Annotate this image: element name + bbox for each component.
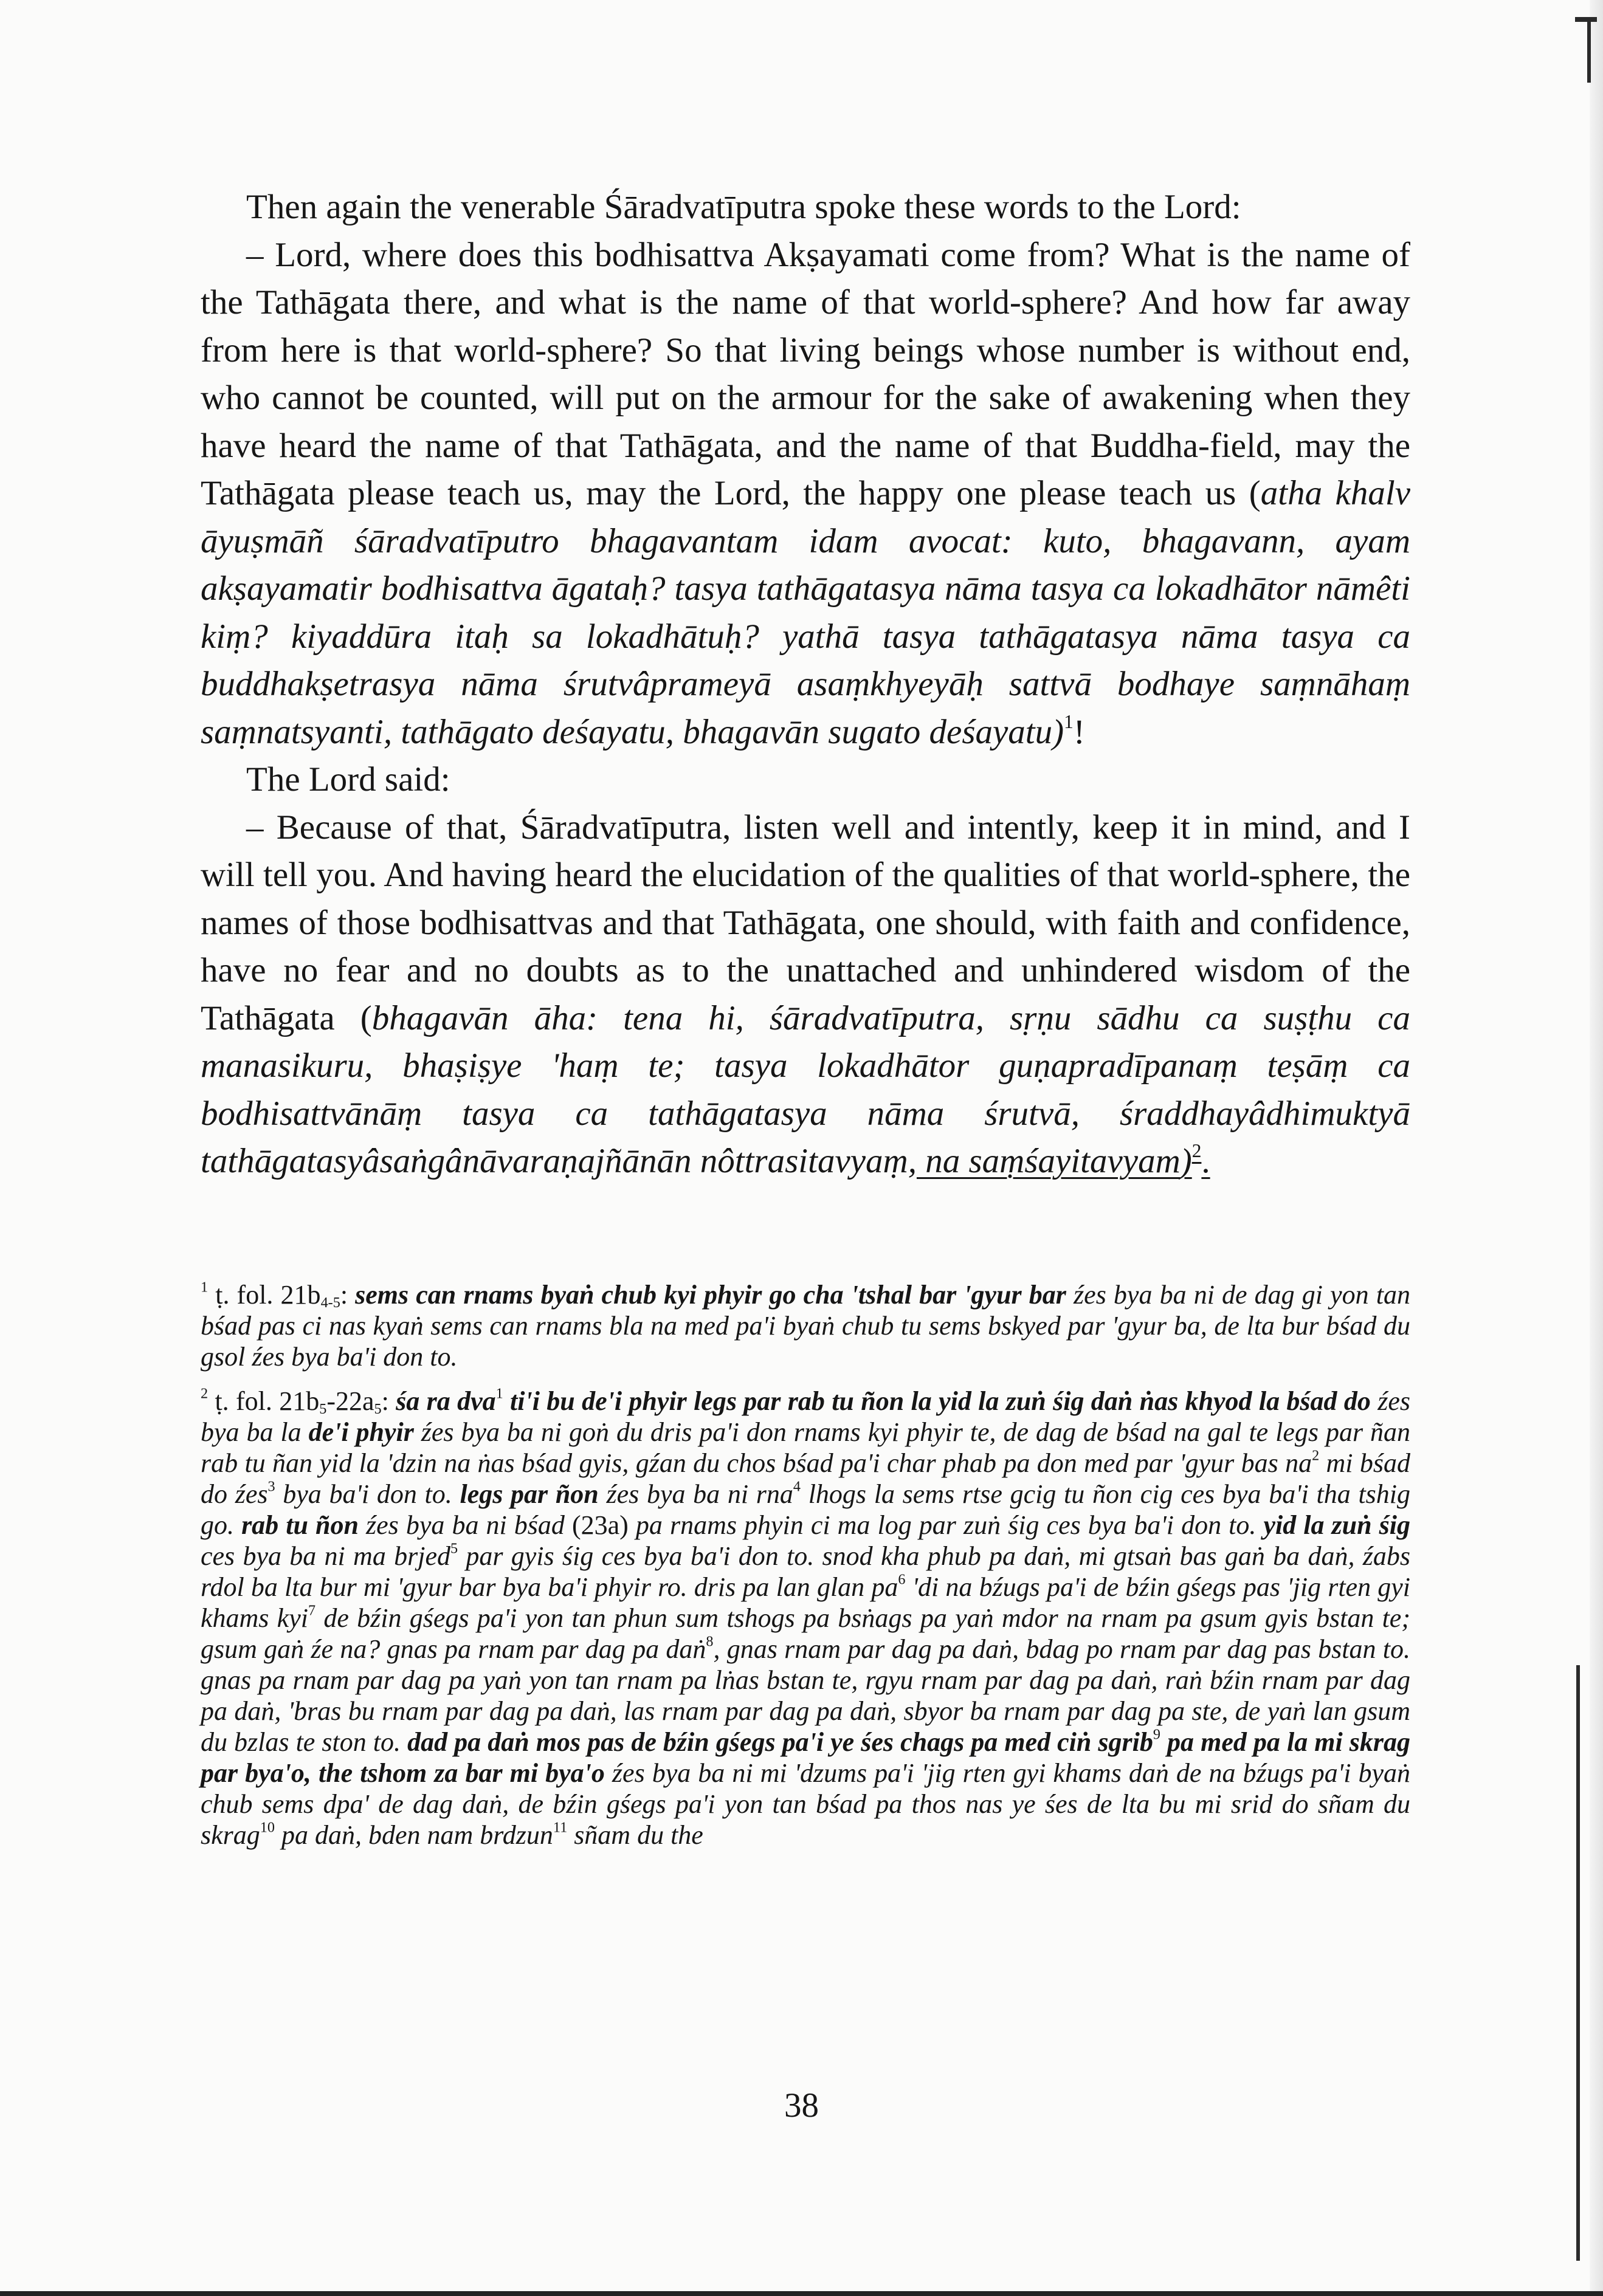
footnotes bbox=[201, 1279, 1410, 1851]
sanskrit-quote: bhagavān āha: tena hi, śāradvatīputra, sṛṇu sādhu ca suṣṭhu ca manasikuru, bhaṣiṣye 'haṃ te; tasya lokadhātor guṇapradīpanaṃ teṣāṃ ca bodhisattvānāṃ tasya ca tathāgatasya nāma śrutvā, śraddhayâdhimuktyā tathāgatasyâsaṅgânāvaraṇajñānān nôttrasitavyaṃ, bbox=[201, 998, 1410, 1180]
page-binding-edge bbox=[1590, 0, 1603, 2296]
scan-edge-line bbox=[1576, 1665, 1580, 2261]
underlined-phrase: na saṃśayitavyam bbox=[916, 1142, 1181, 1180]
footnote: $^2$ ṭ. fol. $21b_5-22a_5$: śa ra dva$^1$ ti'i bu de'i phyir legs par rab tu ñon la yid la zuṅ śig daṅ ṅas khyod la bśad do źes bya ba la de'i phyir źes bya ba ni goṅ du dris pa'i don rnams kyi phyir te, de dag de bśad na gal te legs par ñan rab tu ñan yid la 'dzin na ṅas bśad gyis, gźan du chos bśad pa'i char phab pa don med par 'gyur bas $na^2$ mi bśad do źes$^3$ bya ba'i don to. legs par ñon źes bya ba ni rna$^4$ lhogs la sems rtse gcig tu ñon cig ces bya ba'i tha tshig go. rab tu ñon źes bya ba ni bśad (23a) pa rnams phyin ci ma log par zuṅ śig ces bya ba'i don to. yid la zuṅ śig ces bya ba ni ma brjed$^5$ par gyis śig ces bya ba'i don to. snod kha phub pa daṅ, mi gtsaṅ bas gaṅ ba daṅ, źabs rdol ba lta bur mi 'gyur bar bya ba'i phyir ro. dris pa lan glan $pa^6$ 'di na bźugs pa'i de bźin gśegs pas 'jig rten gyi khams kyi$^7$ de bźin gśegs pa'i yon tan phun sum tshogs pa bsṅags pa yaṅ mdor na rnam pa gsum gyis bstan te; gsum gaṅ źe na? gnas pa rnam par dag pa daṅ$^8$, gnas rnam par dag pa daṅ, bdag po rnam par dag pas bstan to. gnas pa rnam par dag pa yaṅ yon tan rnam pa lṅas bstan te, rgyu rnam par dag pa daṅ, raṅ bźin rnam par dag pa daṅ, 'bras bu rnam par dag pa daṅ, las rnam par dag pa daṅ, sbyor ba rnam par dag pa ste, de yaṅ lan gsum du bzlas te ston to. dad pa daṅ mos pas de bźin gśegs pa'i ye śes chags pa med ciṅ sgrib$^9$ pa med pa la mi skrag par bya'o, the tshom za bar mi bya'o źes bya ba ni mi 'dzums pa'i 'jig rten gyi khams daṅ de na bźugs pa'i byaṅ chub sems dpa' de dag daṅ, de bźin gśegs pa'i yon tan bśad pa thos nas ye śes de lta bu mi srid do sñam du skrag$^{10}$ pa daṅ, bden nam brdzun$^{11}$ sñam du the bbox=[201, 1385, 1411, 1850]
paragraph: Then again the venerable Śāradvatīputra spoke these words to the Lord: bbox=[246, 188, 1241, 226]
main-text bbox=[201, 184, 1410, 1186]
paragraph: – Lord, where does this bodhisattva Akṣayamati come from? What is the name of the Tathāgata there, and what is the name of that world-sphere? And how far away from here is that world-sphere? So that living beings whose number is without end, who cannot be counted, will put on the armour for the sake of awakening when they have heard the name of that Tathāgata, and the name of that Buddha-field, may the Tathāgata please teach us, may the Lord, the happy one please teach us (atha khalv āyuṣmāñ śāradvatīputro bhagavantam idam avocat: kuto, bhagavann, ayam akṣayamatir bodhisattva āgataḥ? tasya tathāgatasya nāma tasya ca lokadhātor nāmêti kiṃ? kiyaddūra itaḥ sa lokadhātuḥ? yathā tasya tathāgatasya nāma tasya ca buddhakṣetrasya nāma śrutvâprameyā asaṃkhyeyāḥ sattvā bodhaye saṃnāhaṃ saṃnatsyanti, tathāgato deśayatu, bhagavān sugato deśayatu)$^1$! bbox=[201, 235, 1410, 751]
footnote-ref[interactable]: 1 bbox=[1064, 710, 1074, 732]
page-number: 38 bbox=[784, 2086, 819, 2125]
scan-corner-mark bbox=[1573, 11, 1599, 84]
scan-bottom-edge bbox=[0, 2291, 1603, 2296]
footnote: $^1$ ṭ. fol. $21b_{4-5}$: sems can rnams byaṅ chub kyi phyir go cha 'tshal bar 'gyur bar źes bya ba ni de dag gi yon tan bśad pas ci nas kyaṅ sems can rnams bla na med pa'i byaṅ chub tu sems bskyed par 'gyur ba, de lta bur bśad du gsol źes bya ba'i don to. bbox=[201, 1279, 1410, 1372]
footnote-ref[interactable]: 2 bbox=[1191, 1139, 1202, 1161]
paragraph: – Because of that, Śāradvatīputra, listen well and intently, keep it in mind, and I will tell you. And having heard the elucidation of the qualities of that world-sphere, the names of those bodhisattvas and that Tathāgata, one should, with faith and confidence, have no fear and no doubts as to the unattached and unhindered wisdom of the Tathāgata (bhagavān āha: tena hi, śāradvatīputra, sṛṇu sādhu ca suṣṭhu ca manasikuru, bhaṣiṣye 'haṃ te; tasya lokadhātor guṇapradīpanaṃ teṣāṃ ca bodhisattvānāṃ tasya ca tathāgatasya nāma śrutvā, śraddhayâdhimuktyā tathāgatasyâsaṅgânāvaraṇajñānān nôttrasitavyaṃ, na saṃśayitavyam)$^2$. bbox=[201, 808, 1410, 1180]
paragraph: The Lord said: bbox=[246, 760, 450, 799]
sanskrit-quote: atha khalv āyuṣmāñ śāradvatīputro bhagavantam idam avocat: kuto, bhagavann, ayam akṣayamatir bodhisattva āgataḥ? tasya tathāgatasya nāma tasya ca lokadhātor nāmêti kiṃ? kiyaddūra itaḥ sa lokadhātuḥ? yathā tasya tathāgatasya nāma tasya ca buddhakṣetrasya nāma śrutvâprameyā asaṃkhyeyāḥ sattvā bodhaye saṃnāhaṃ saṃnatsyanti, tathāgato deśayatu, bhagavān sugato deśayatu bbox=[201, 474, 1410, 751]
